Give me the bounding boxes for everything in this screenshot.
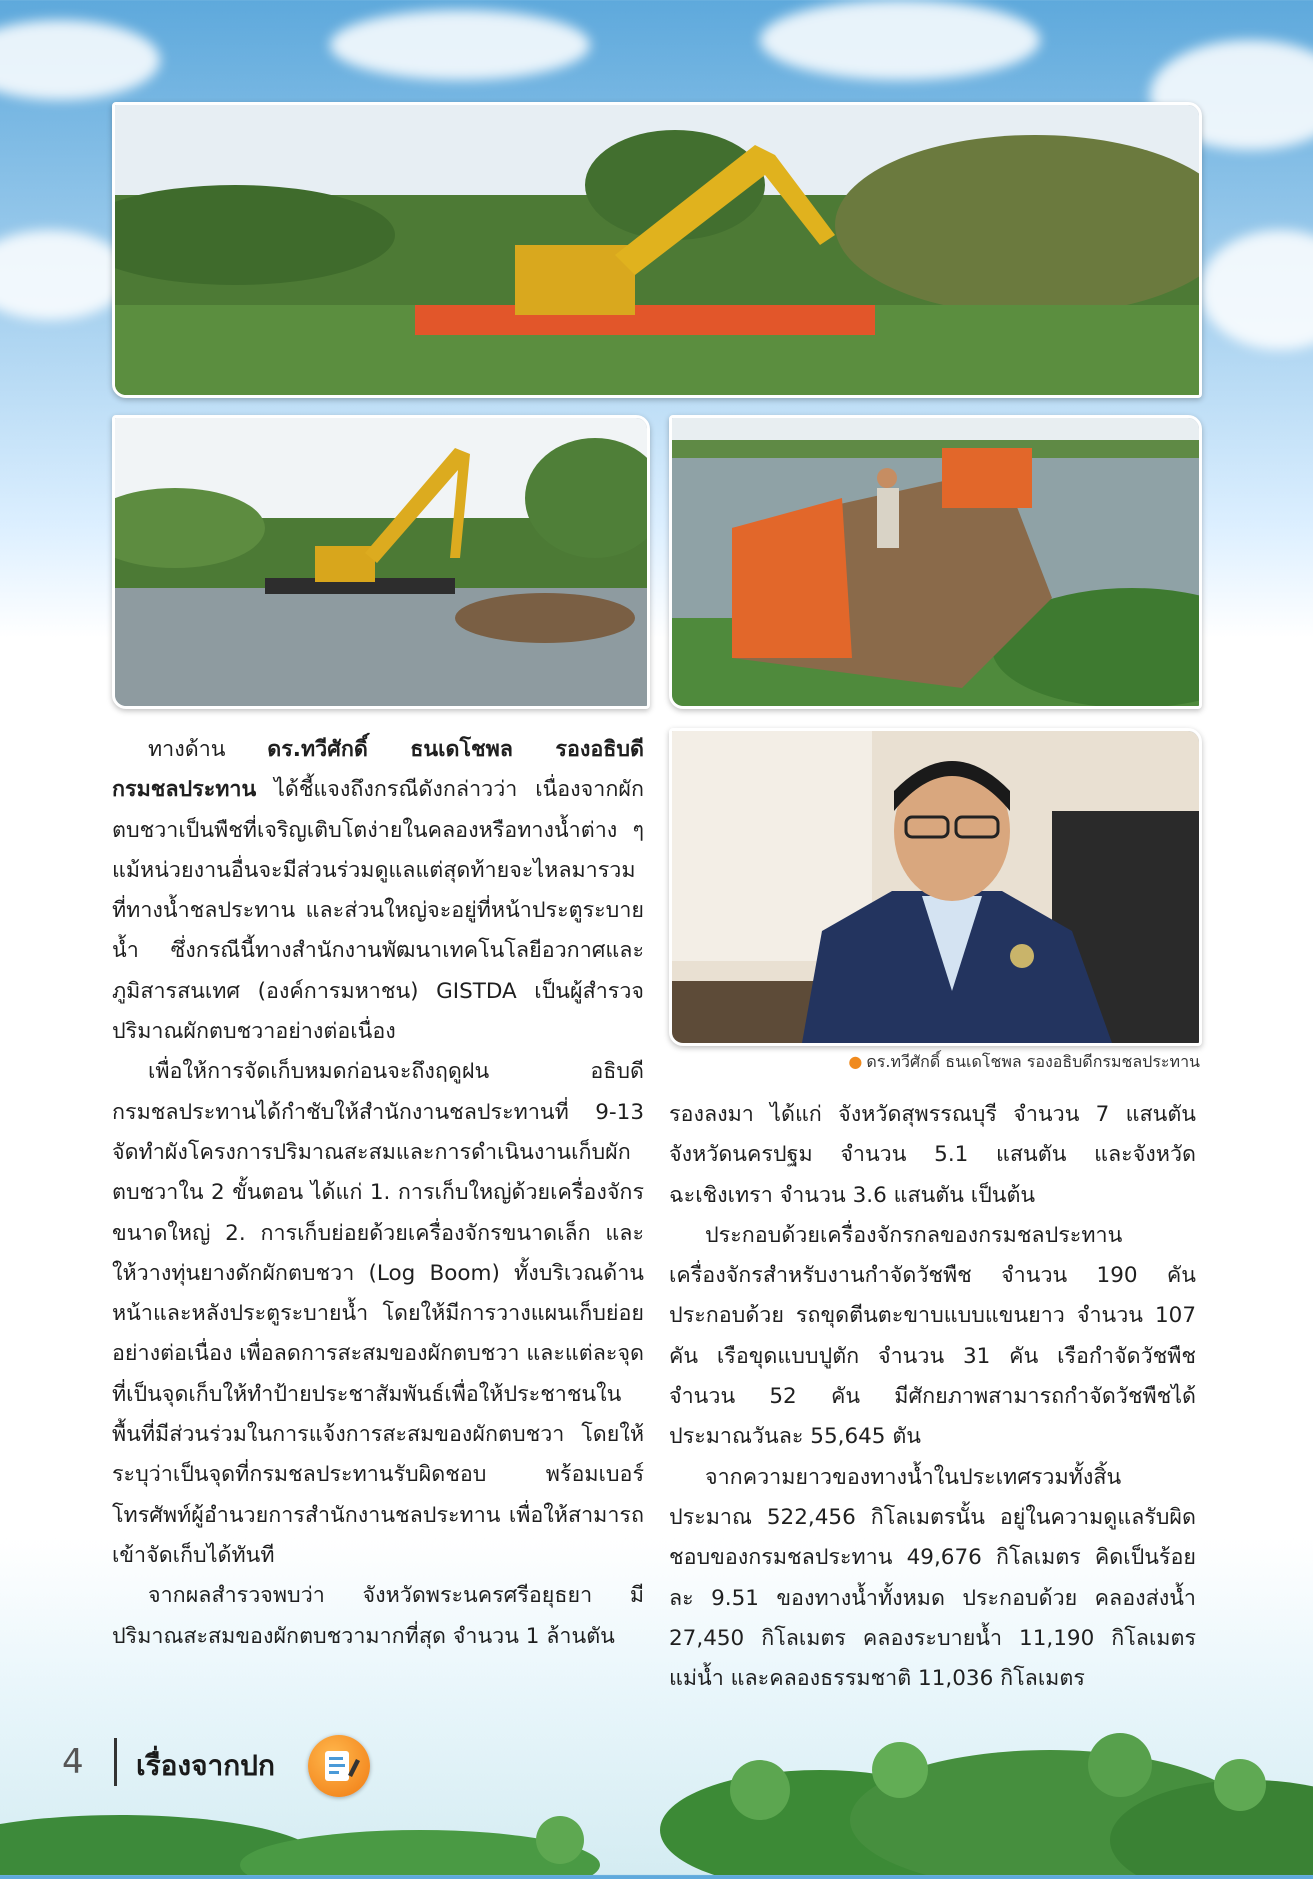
photo-weed-harvester-boat: [669, 415, 1202, 709]
right-paragraph-3: จากความยาวของทางน้ำในประเทศรวมทั้งสิ้นประมาณ 522,456 กิโลเมตรนั้น อยู่ในความดูแลรับผิดชอบของกรมชลประทาน 49,676 กิโลเมตร คิดเป็นร้อยละ 9.51 ของทางน้ำทั้งหมด ประกอบด้วย คลองส่งน้ำ 27,450 กิโลเมตร คลองระบายน้ำ 11,190 กิโลเมตร แม่น้ำ และคลองธรรมชาติ 11,036 กิโลเมตร: [669, 1464, 1196, 1692]
right-column: [669, 1095, 1196, 1699]
left-column: [112, 730, 644, 1657]
left-paragraph-3: จากผลสำรวจพบว่า จังหวัดพระนครศรีอยุธยา มีปริมาณสะสมของผักตบชวามากที่สุด จำนวน 1 ล้านตัน: [112, 1583, 644, 1649]
portrait-caption: [680, 1050, 1200, 1075]
background-cloud: [760, 0, 1040, 80]
background-cloud: [0, 20, 160, 100]
section-logo-icon: [308, 1735, 370, 1797]
photo-long-arm-excavator: [112, 415, 650, 709]
left-paragraph-2: เพื่อให้การจัดเก็บหมดก่อนจะถึงฤดูฝน อธิบดีกรมชลประทานได้กำชับให้สำนักงานชลประทานที่ 9-13 จัดทำผังโครงการปริมาณสะสมและการดำเนินงานเก็บผักตบชวาใน 2 ขั้นตอน ได้แก่ 1. การเก็บใหญ่ด้วยเครื่องจักรขนาดใหญ่ 2. การเก็บย่อยด้วยเครื่องจักรขนาดเล็ก และให้วางทุ่นยางดักผักตบชวา (Log Boom) ทั้งบริเวณด้านหน้าและหลังประตูระบายน้ำ โดยให้มีการวางแผนเก็บย่อยอย่างต่อเนื่อง เพื่อลดการสะสมของผักตบชวา และแต่ละจุดที่เป็นจุดเก็บให้ทำป้ายประชาสัมพันธ์เพื่อให้ประชาชนในพื้นที่มีส่วนร่วมในการแจ้งการสะสมของผักตบชวา โดยให้ระบุว่าเป็นจุดที่กรมชลประทานรับผิดชอบ พร้อมเบอร์โทรศัพท์ผู้อำนวยการสำนักงานชลประทาน เพื่อให้สามารถเข้าจัดเก็บได้ทันที: [112, 1059, 645, 1568]
left-paragraph-1: ทางด้าน ดร.ทวีศักดิ์ ธนเดโชพล รองอธิบดีกรมชลประทาน ได้ชี้แจงถึงกรณีดังกล่าวว่า เนื่องจากผักตบชวาเป็นพืชที่เจริญเติบโตง่ายในคลองหรือทางน้ำต่าง ๆ แม้หน่วยงานอื่นจะมีส่วนร่วมดูแลแต่สุดท้ายจะไหลมารวมที่ทางน้ำชลประทาน และส่วนใหญ่จะอยู่ที่หน้าประตูระบายน้ำ ซึ่งกรณีนี้ทางสำนักงานพัฒนาเทคโนโลยีอวกาศและภูมิสารสนเทศ (องค์การมหาชน) GISTDA เป็นผู้สำรวจปริมาณผักตบชวาอย่างต่อเนื่อง: [112, 737, 644, 1045]
right-paragraph-2: ประกอบด้วยเครื่องจักรกลของกรมชลประทาน เครื่องจักรสำหรับงานกำจัดวัชพืช จำนวน 190 คัน ประกอบด้วย รถขุดตีนตะขาบแบบแขนยาว จำนวน 107 คัน เรือขุดแบบปูตัก จำนวน 31 คัน เรือกำจัดวัชพืช จำนวน 52 คัน มีศักยภาพสามารถกำจัดวัชพืชได้ประมาณวันละ 55,645 ตัน: [669, 1222, 1196, 1450]
caption-bullet-icon: ●: [848, 1052, 863, 1071]
right-paragraph-1: รองลงมา ได้แก่ จังหวัดสุพรรณบุรี จำนวน 7 แสนตัน จังหวัดนครปฐม จำนวน 5.1 แสนตัน และจังหวัดฉะเชิงเทรา จำนวน 3.6 แสนตัน เป็นต้น: [669, 1102, 1196, 1208]
background-cloud: [0, 230, 130, 320]
footer-decoration: [0, 1710, 1313, 1875]
background-cloud: [1200, 230, 1313, 350]
footer-divider: [114, 1738, 117, 1786]
section-title: เรื่องจากปก: [136, 1749, 275, 1782]
photo-portrait: [669, 728, 1202, 1046]
deputy-name: ดร.ทวีศักดิ์ ธนเดโชพล รองอธิบดีกรมชลประทาน: [112, 737, 644, 803]
photo-excavator-pontoon: [112, 102, 1202, 398]
background-cloud: [330, 10, 590, 80]
caption-text: ดร.ทวีศักดิ์ ธนเดโชพล รองอธิบดีกรมชลประทาน: [866, 1052, 1200, 1071]
page-number: 4: [62, 1742, 84, 1782]
